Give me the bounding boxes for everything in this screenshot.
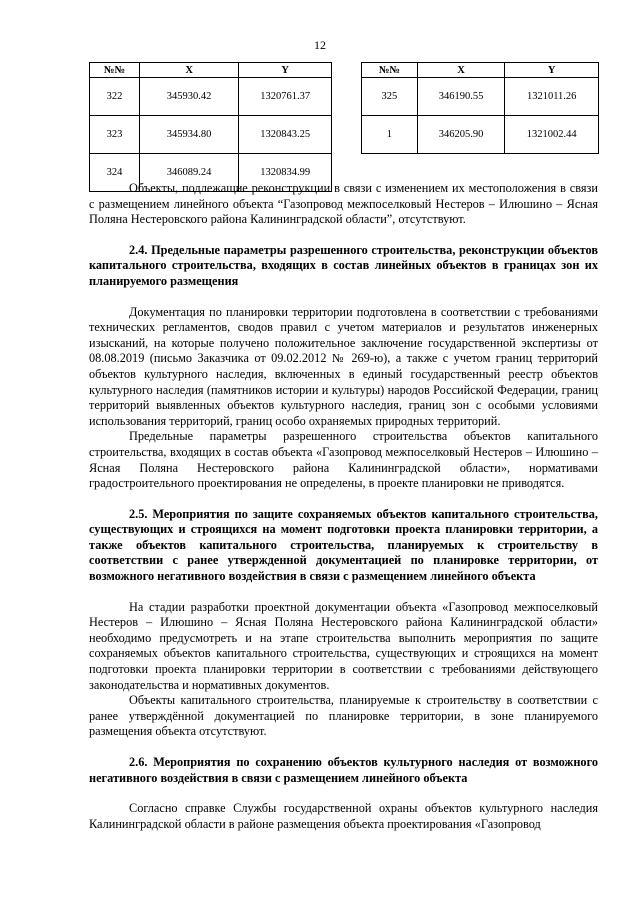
cell-x: 345930.42 — [139, 78, 238, 116]
header-number: №№ — [362, 63, 418, 78]
paragraph-limit-parameters: Предельные параметры разрешенного строительства объектов капитального строительства, входящих в состав объекта «Газопровод межпоселковый Нестеров – Илюшино – Ясная Поляна Нестеровского района Калининградской области», нормативами градостроительного проектирования не определены, в проекте планировки не приводятся. — [89, 429, 598, 491]
paragraph-documentation: Документация по планировки территории подготовлена в соответствии с требованиями технических регламентов, сводов правил с учетом материалов и результатов инженерных изысканий, на которые получено положительное заключение государственной экспертизы от 08.08.2019 (письмо Заказчика от 09.02.2012 № 269-ю), а также с учетом границ территорий объектов культурного наследия, включенных в единый государственный реестр объектов культурного наследия (памятников истории и культуры) народов Российской Федерации, границ территорий выявленных объектов культурного наследия, границ зон с особыми условиями использования территорий, границ особо охраняемых природных территорий. — [89, 304, 598, 428]
paragraph-design-stage: На стадии разработки проектной документации объекта «Газопровод межпоселковый Нестеров – Илюшино – Ясная Поляна Нестеровского района Калининградской области» необходимо предусмотреть и на этапе строительства выполнить мероприятия по защите сохраняемых объектов капитального строительства, существующих и строящихся на момент подготовки проекта планировки территории в соответствии с требованиями действующего законодательства и нормативных документов. — [89, 599, 598, 692]
document-body — [89, 181, 598, 832]
header-x: X — [139, 63, 238, 78]
section-heading-2-5: 2.5. Мероприятия по защите сохраняемых объектов капитального строительства, существующих и строящихся на момент подготовки проекта планировки территории, а также объектов капитального строительства, планируемых к строительству в соответствии с ранее утвержденной документацией по планировке территории, от возможного негативного воздействия в связи с размещением линейного объекта — [89, 506, 598, 584]
table-header-row — [90, 63, 332, 78]
header-x: X — [417, 63, 505, 78]
table-header-row — [362, 63, 599, 78]
header-number: №№ — [90, 63, 140, 78]
cell-y: 1320843.25 — [239, 116, 332, 154]
paragraph-capital-objects: Объекты капитального строительства, планируемые к строительству в соответствии с ранее утверждённой документацией по планировке территории, в зоне планируемого размещения объекта отсутствуют. — [89, 693, 598, 739]
header-y: Y — [505, 63, 599, 78]
cell-x: 345934.80 — [139, 116, 238, 154]
section-heading-2-4: 2.4. Предельные параметры разрешенного строительства, реконструкции объектов капитального строительства, входящих в состав линейных объектов в границах зон их планируемого размещения — [89, 242, 598, 288]
cell-x: 346190.55 — [417, 78, 505, 116]
table-row — [90, 116, 332, 154]
cell-x: 346205.90 — [417, 116, 505, 154]
table-row — [362, 78, 599, 116]
section-heading-2-6: 2.6. Мероприятия по сохранению объектов культурного наследия от возможного негативного воздействия в связи с размещением линейного объекта — [89, 755, 598, 785]
cell-number: 322 — [90, 78, 140, 116]
cell-number: 325 — [362, 78, 418, 116]
cell-number: 1 — [362, 116, 418, 154]
table-row — [90, 78, 332, 116]
paragraph-reference: Согласно справке Службы государственной охраны объектов культурного наследия Калининградской области в районе размещения объекта проектирования «Газопровод — [89, 801, 598, 831]
coordinates-table-left — [89, 62, 332, 192]
coordinates-table-right — [361, 62, 599, 154]
cell-y: 1320761.37 — [239, 78, 332, 116]
page-number: 12 — [314, 38, 326, 52]
paragraph-objects-reconstruction: Объекты, подлежащие реконструкции в связи с изменением их местоположения в связи с размещением линейного объекта “Газопровод межпоселковый Нестеров – Илюшино – Ясная Поляна Нестеровского района Калининградской области”, отсутствуют. — [89, 181, 598, 227]
cell-number: 324 — [90, 154, 140, 192]
cell-y: 1321002.44 — [505, 116, 599, 154]
table-row — [362, 116, 599, 154]
cell-number: 323 — [90, 116, 140, 154]
cell-x: 346089.24 — [139, 154, 238, 192]
header-y: Y — [239, 63, 332, 78]
cell-y: 1321011.26 — [505, 78, 599, 116]
cell-y: 1320834.99 — [239, 154, 332, 192]
